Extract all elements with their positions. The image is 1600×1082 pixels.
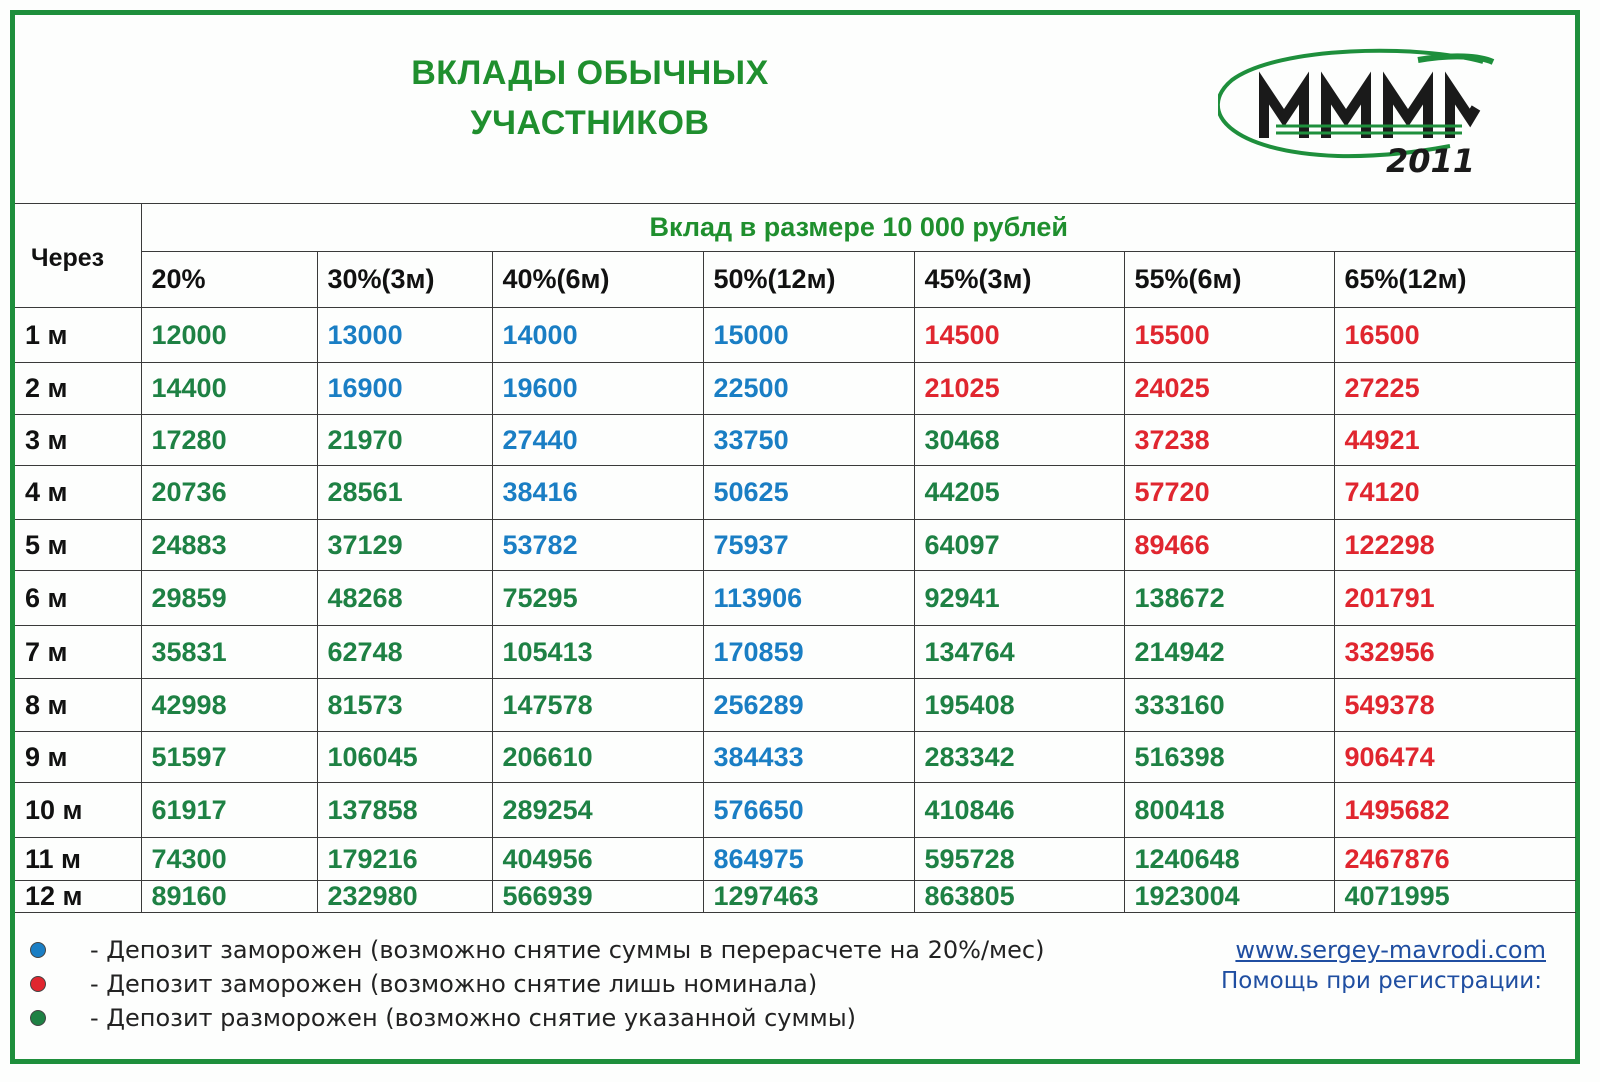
table-cell: 37238 [1124, 415, 1334, 466]
deposit-table [15, 203, 1576, 913]
table-cell: 1297463 [703, 881, 914, 913]
legend-green-dot-icon [30, 1010, 46, 1026]
table-cell: 20736 [141, 466, 317, 520]
column-header: 45%(3м) [914, 252, 1124, 308]
table-row [15, 520, 1576, 571]
table-cell: 48268 [317, 571, 492, 626]
table-cell: 13000 [317, 308, 492, 363]
table-cell: 16500 [1334, 308, 1576, 363]
table-cell: 89466 [1124, 520, 1334, 571]
row-label: 11 м [15, 838, 141, 881]
table-row [15, 626, 1576, 679]
table-cell: 864975 [703, 838, 914, 881]
table-cell: 576650 [703, 783, 914, 838]
table-cell: 42998 [141, 679, 317, 732]
table-row [15, 571, 1576, 626]
table-cell: 333160 [1124, 679, 1334, 732]
table-cell: 22500 [703, 363, 914, 415]
table-cell: 16900 [317, 363, 492, 415]
mmm-logo [1218, 40, 1518, 200]
table-cell: 14400 [141, 363, 317, 415]
table-cell: 201791 [1334, 571, 1576, 626]
table-cell: 35831 [141, 626, 317, 679]
span-header: Вклад в размере 10 000 рублей [141, 204, 1576, 252]
row-label: 10 м [15, 783, 141, 838]
table-cell: 24883 [141, 520, 317, 571]
table-cell: 283342 [914, 732, 1124, 783]
table-row [15, 838, 1576, 881]
table-cell: 44921 [1334, 415, 1576, 466]
table-cell: 44205 [914, 466, 1124, 520]
row-label: 6 м [15, 571, 141, 626]
website-link[interactable]: www.sergey-mavrodi.com [1235, 936, 1546, 964]
header-row-span [15, 204, 1576, 252]
table-cell: 19600 [492, 363, 703, 415]
table-cell: 384433 [703, 732, 914, 783]
row-label: 5 м [15, 520, 141, 571]
legend-item [24, 936, 1124, 970]
table-cell: 17280 [141, 415, 317, 466]
table-cell: 206610 [492, 732, 703, 783]
logo-year: 2011 [1386, 142, 1476, 180]
table-cell: 1923004 [1124, 881, 1334, 913]
table-cell: 549378 [1334, 679, 1576, 732]
legend-blue-dot-icon [30, 942, 46, 958]
table-cell: 800418 [1124, 783, 1334, 838]
table-cell: 57720 [1124, 466, 1334, 520]
legend-red-dot-icon [30, 976, 46, 992]
table-cell: 106045 [317, 732, 492, 783]
table-cell: 14500 [914, 308, 1124, 363]
table-cell: 61917 [141, 783, 317, 838]
logo-swoosh-tail [1418, 56, 1493, 62]
table-cell: 15000 [703, 308, 914, 363]
legend-text: - Депозит заморожен (возможно снятие суммы в перерасчете на 20%/мес) [90, 936, 1045, 964]
corner-label: Через [15, 204, 141, 308]
legend-item [24, 1004, 1124, 1038]
table-cell: 38416 [492, 466, 703, 520]
legend-text: - Депозит разморожен (возможно снятие указанной суммы) [90, 1004, 857, 1032]
table-cell: 21970 [317, 415, 492, 466]
title-line-2: УЧАСТНИКОВ [470, 104, 710, 142]
table-cell: 21025 [914, 363, 1124, 415]
table-cell: 863805 [914, 881, 1124, 913]
table-cell: 410846 [914, 783, 1124, 838]
column-header: 30%(3м) [317, 252, 492, 308]
table-cell: 27440 [492, 415, 703, 466]
table-cell: 29859 [141, 571, 317, 626]
table-cell: 33750 [703, 415, 914, 466]
table-cell: 50625 [703, 466, 914, 520]
table-cell: 53782 [492, 520, 703, 571]
table-cell: 195408 [914, 679, 1124, 732]
table-cell: 30468 [914, 415, 1124, 466]
column-header: 40%(6м) [492, 252, 703, 308]
table-cell: 14000 [492, 308, 703, 363]
column-header: 20% [141, 252, 317, 308]
table-cell: 81573 [317, 679, 492, 732]
table-cell: 1495682 [1334, 783, 1576, 838]
table-cell: 404956 [492, 838, 703, 881]
table-cell: 15500 [1124, 308, 1334, 363]
row-label: 4 м [15, 466, 141, 520]
table-cell: 105413 [492, 626, 703, 679]
row-label: 7 м [15, 626, 141, 679]
table-cell: 12000 [141, 308, 317, 363]
table-row [15, 783, 1576, 838]
logo-mmm-letters [1264, 88, 1476, 138]
table-cell: 27225 [1334, 363, 1576, 415]
table-cell: 28561 [317, 466, 492, 520]
column-header: 55%(6м) [1124, 252, 1334, 308]
table-cell: 122298 [1334, 520, 1576, 571]
table-cell: 516398 [1124, 732, 1334, 783]
table-cell: 906474 [1334, 732, 1576, 783]
help-text: Помощь при регистрации: [1220, 968, 1542, 994]
table-cell: 595728 [914, 838, 1124, 881]
table-cell: 232980 [317, 881, 492, 913]
table-cell: 64097 [914, 520, 1124, 571]
row-label: 9 м [15, 732, 141, 783]
table-cell: 1240648 [1124, 838, 1334, 881]
table-cell: 138672 [1124, 571, 1334, 626]
table-row [15, 881, 1576, 913]
table-cell: 147578 [492, 679, 703, 732]
table-cell: 24025 [1124, 363, 1334, 415]
table-cell: 214942 [1124, 626, 1334, 679]
column-header: 65%(12м) [1334, 252, 1576, 308]
table-cell: 74300 [141, 838, 317, 881]
table-row [15, 679, 1576, 732]
table-row [15, 363, 1576, 415]
table-row [15, 308, 1576, 363]
table-cell: 37129 [317, 520, 492, 571]
header-row-columns [15, 252, 1576, 308]
table-cell: 566939 [492, 881, 703, 913]
table-row [15, 415, 1576, 466]
row-label: 3 м [15, 415, 141, 466]
table-cell: 137858 [317, 783, 492, 838]
table-cell: 179216 [317, 838, 492, 881]
table-cell: 74120 [1334, 466, 1576, 520]
row-label: 12 м [15, 881, 141, 913]
table-cell: 289254 [492, 783, 703, 838]
table-cell: 134764 [914, 626, 1124, 679]
table-row [15, 466, 1576, 520]
legend [24, 936, 1124, 1038]
table-cell: 89160 [141, 881, 317, 913]
legend-item [24, 970, 1124, 1004]
table-cell: 4071995 [1334, 881, 1576, 913]
table-cell: 51597 [141, 732, 317, 783]
table-cell: 113906 [703, 571, 914, 626]
table-cell: 75937 [703, 520, 914, 571]
table-cell: 2467876 [1334, 838, 1576, 881]
row-label: 8 м [15, 679, 141, 732]
table-cell: 75295 [492, 571, 703, 626]
table-cell: 256289 [703, 679, 914, 732]
table-cell: 170859 [703, 626, 914, 679]
legend-text: - Депозит заморожен (возможно снятие лишь номинала) [90, 970, 818, 998]
table-row [15, 732, 1576, 783]
page-title [330, 48, 850, 148]
table-cell: 332956 [1334, 626, 1576, 679]
row-label: 1 м [15, 308, 141, 363]
column-header: 50%(12м) [703, 252, 914, 308]
row-label: 2 м [15, 363, 141, 415]
table-cell: 62748 [317, 626, 492, 679]
title-line-1: ВКЛАДЫ ОБЫЧНЫХ [411, 54, 769, 92]
table-cell: 92941 [914, 571, 1124, 626]
